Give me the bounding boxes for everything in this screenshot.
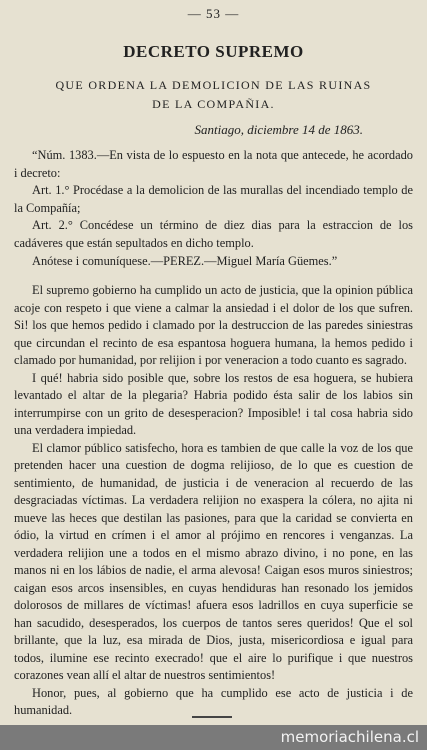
paragraph: Honor, pues, al gobierno que ha cumplido ese acto de justicia i de humanidad. [14,685,413,718]
subtitle-line: DE LA COMPAÑIA. [152,97,275,111]
article-body [14,282,413,720]
decree-signature: Anótese i comuníquese.—PEREZ.—Miguel María Güemes.” [32,253,338,268]
decree-line: “Núm. 1383.—En vista de lo espuesto en la nota que antecede, he acordado i decreto: [14,148,413,180]
paragraph: El supremo gobierno ha cumplido un acto de justicia, que la opinion pública acoje con respeto i que viene a calmar la ansiedad i el dolor de los que sufren. Si! los que hemos pedido i clamado por la destruccion de las paredes siniestras que circundan el recinto de esa espantosa hoguera humana, la hemos pedido i clamado por humanidad, por relijion i por veneracion a todo cuanto es sagrado. [14,283,413,368]
watermark-bar [0,725,427,750]
watermark-text: memoriachilena.cl [280,728,419,746]
end-rule [192,716,232,718]
subtitle [14,76,413,114]
decree-text [14,147,413,270]
subtitle-line: QUE ORDENA LA DEMOLICION DE LAS RUINAS [55,78,372,92]
paragraph: I qué! habria sido posible que, sobre los restos de esa hoguera, se hubiera levantado el altar de la plegaria? Habria podido ésta salir de los labios sin interrumpirse con un grito de desesperacion? Imposible! i tal cosa habria sido una verdadera impiedad. [14,370,413,438]
page-number: — 53 — [187,6,240,21]
decree-article: Art. 1.° Procédase a la demolicion de las murallas del incendiado templo de la Compañía; [14,183,413,215]
page-title: DECRETO SUPREMO [123,42,304,61]
dateline: Santiago, diciembre 14 de 1863. [194,122,363,137]
decree-article: Art. 2.° Concédese un término de diez dias para la estraccion de los cadáveres que están sepultados en dicho templo. [14,218,413,250]
paragraph: El clamor público satisfecho, hora es tambien de que calle la voz de los que pretenden hacer una cuestion de dogma relijioso, de lo que es cuestion de sentimiento, de humanidad, de justicia i de veneracion al recuerdo de las desgraciadas víctimas. La verdadera relijion no exaspera la cólera, no ajita ni mueve las heces que destilan las pasiones, para que la caridad se convierta en ódio, la virtud en crímen i el amor al prójimo en rencores i venganzas. La verdadera relijion une a todos en el mismo abrazo divino, i no pone, en las manos ni en los lábios de nadie, el arma alevosa! Caigan esos muros siniestros; caigan esos arcos insensibles, en cuyas hendiduras han resonado los jemidos dolorosos de millares de víctimas! afuera esos ladrillos en cuya superficie se han sacudido, desesperados, los cuerpos de tantos seres queridos! Que el sol brillante, que la luz, esa mirada de Dios, justa, misericordiosa e igual para todos, ilumine ese recinto execrado! que el aire lo purifique i que nuestros corazones vean allí el altar de nuestros sentimientos! [14,440,413,683]
